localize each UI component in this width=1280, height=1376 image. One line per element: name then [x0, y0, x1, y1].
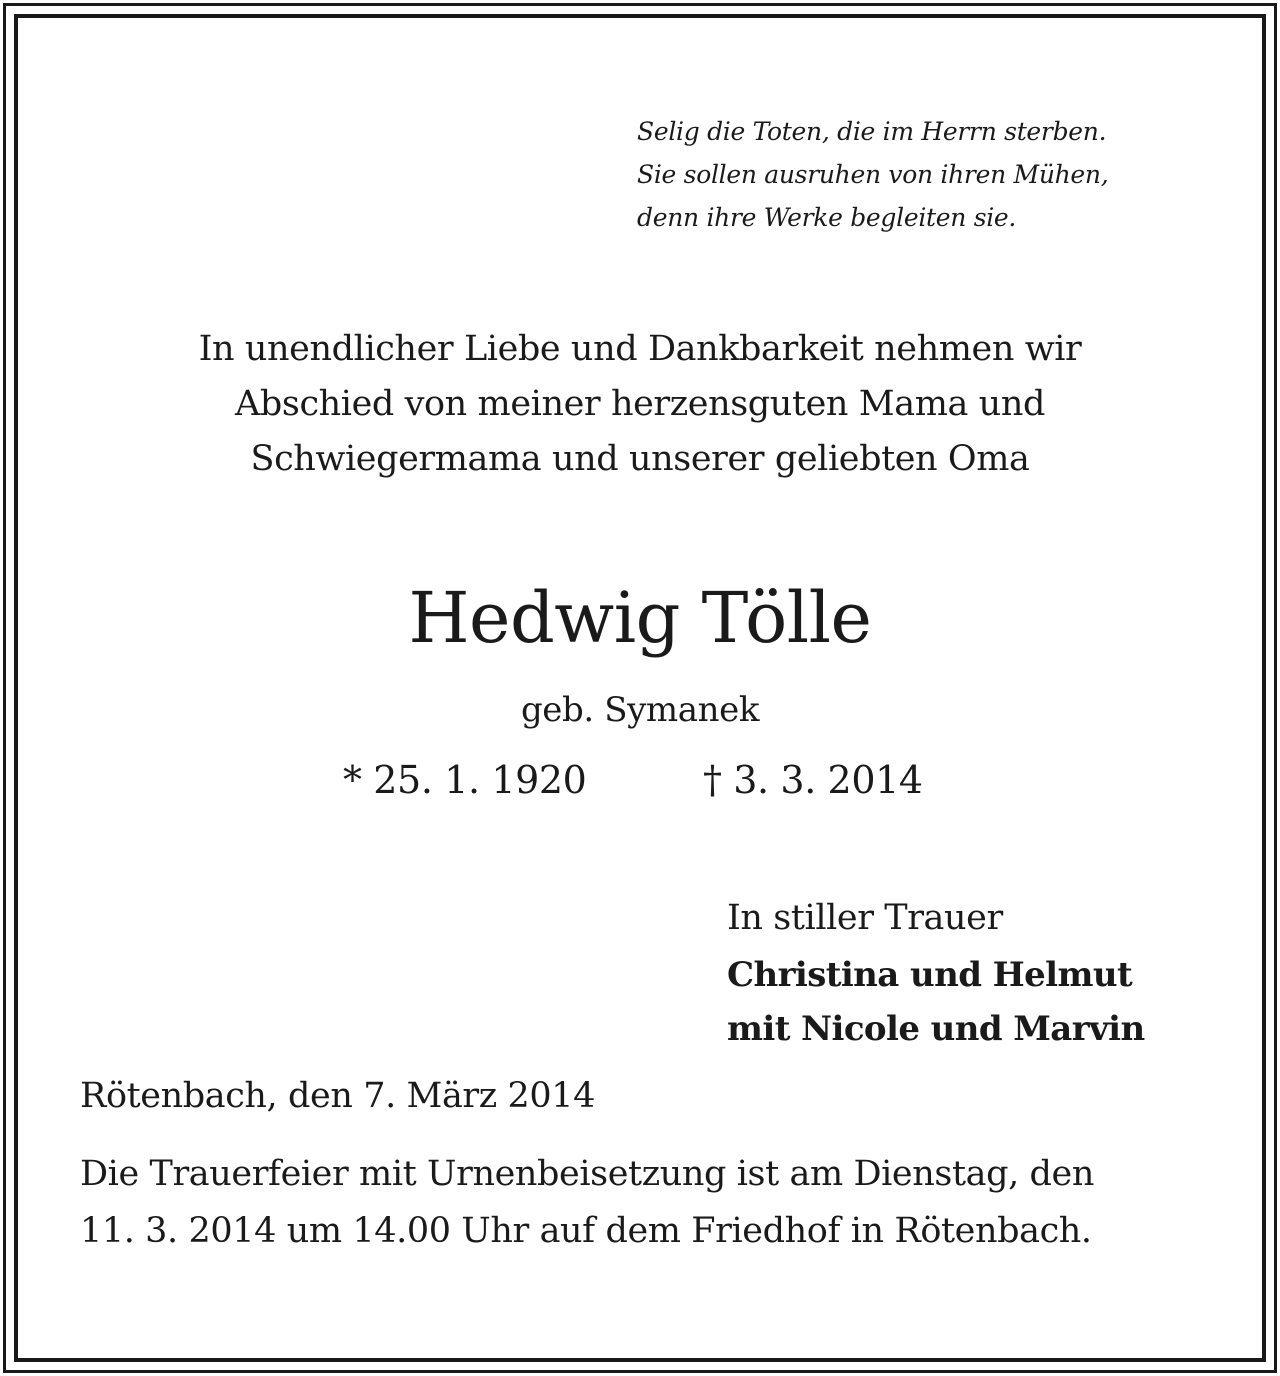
intro-text — [0, 322, 1280, 487]
intro-line: Abschied von meiner herzensguten Mama und — [235, 384, 1045, 424]
verse-line: denn ihre Werke begleiten sie. — [637, 203, 1017, 232]
funeral-notice — [80, 1146, 1220, 1260]
mourners-block — [727, 890, 1247, 1056]
bible-verse — [637, 110, 1237, 239]
deceased-name: Hedwig Tölle — [408, 577, 872, 659]
funeral-line: Die Trauerfeier mit Urnenbeisetzung ist am Dienstag, den — [80, 1154, 1094, 1194]
intro-line: Schwiegermama und unserer geliebten Oma — [250, 439, 1030, 479]
birth-date: * 25. 1. 1920 — [343, 758, 587, 802]
funeral-line: 11. 3. 2014 um 14.00 Uhr auf dem Friedhof in Rötenbach. — [80, 1211, 1092, 1251]
mourner-names — [727, 948, 1247, 1056]
mourner-line: mit Nicole und Marvin — [727, 1009, 1145, 1049]
place-and-date: Rötenbach, den 7. März 2014 — [80, 1076, 595, 1116]
mourning-label: In stiller Trauer — [727, 898, 1003, 938]
death-date: † 3. 3. 2014 — [703, 758, 923, 802]
life-dates — [0, 752, 1280, 808]
intro-line: In unendlicher Liebe und Dankbarkeit nehmen wir — [198, 329, 1082, 369]
maiden-name: geb. Symanek — [520, 690, 760, 730]
mourner-line: Christina und Helmut — [727, 955, 1133, 995]
verse-line: Selig die Toten, die im Herrn sterben. — [637, 117, 1107, 146]
verse-line: Sie sollen ausruhen von ihren Mühen, — [637, 160, 1109, 189]
